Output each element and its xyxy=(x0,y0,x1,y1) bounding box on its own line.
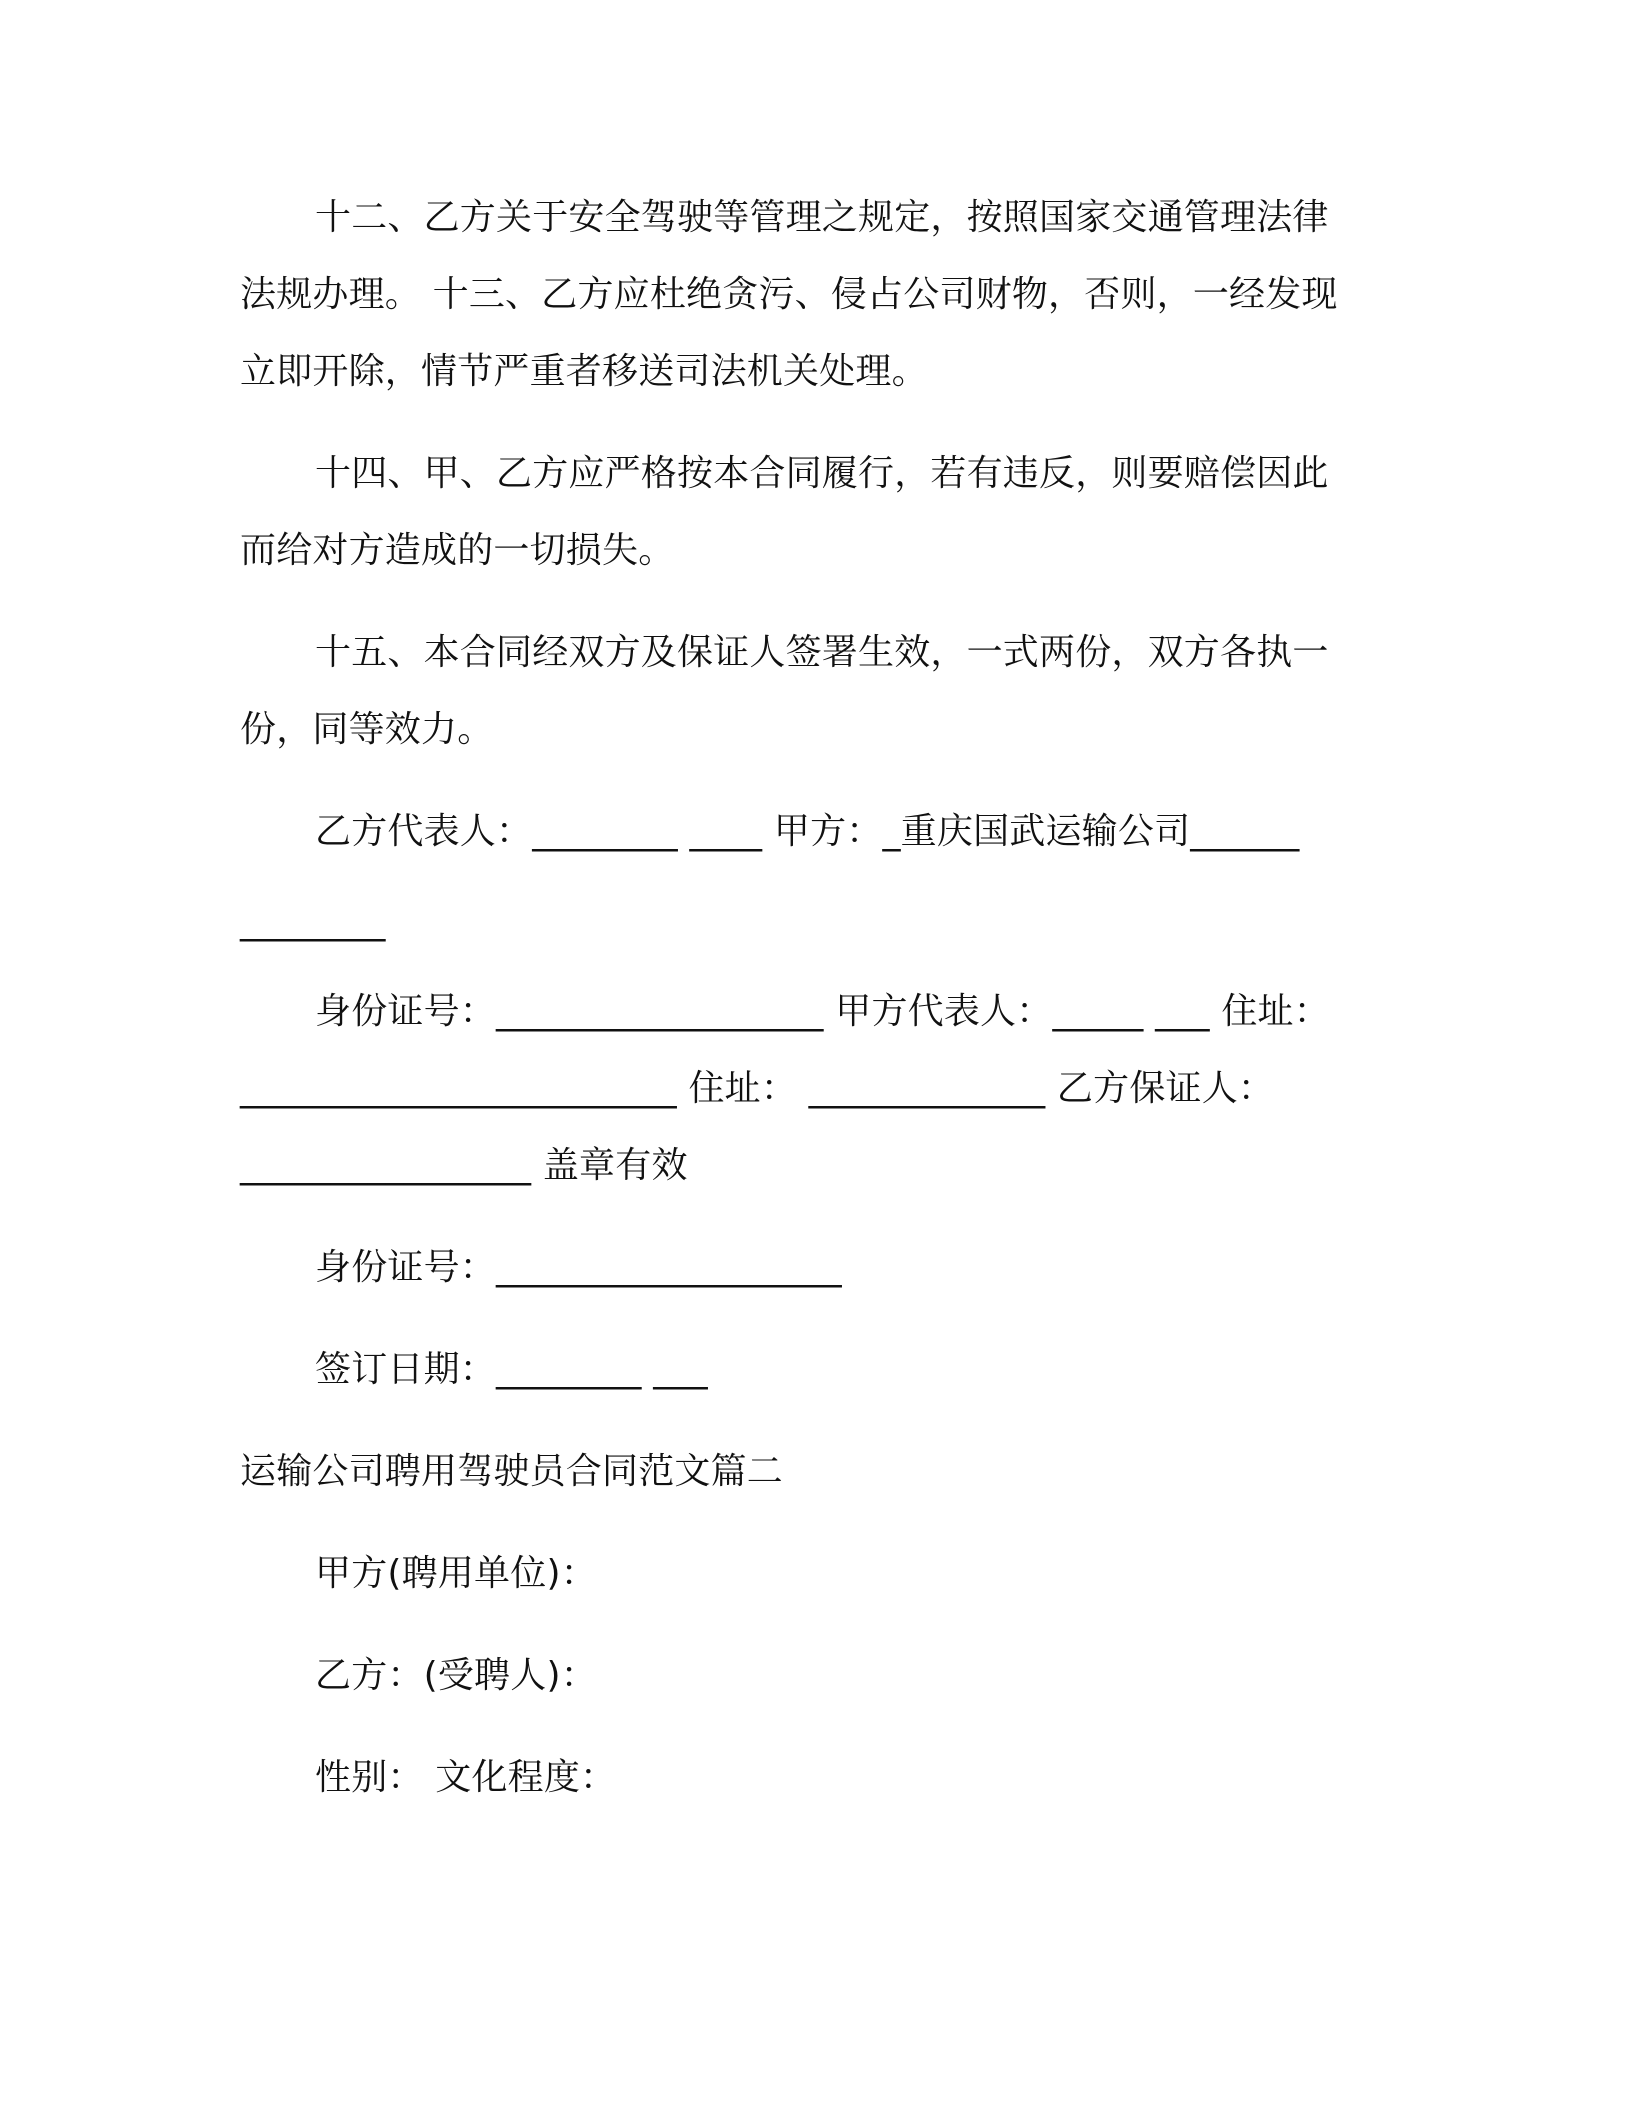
id-number-line: 身份证号：__________________ 甲方代表人：_____ ___ 住址： xyxy=(315,991,1330,1032)
party-b-representative-line: 乙方代表人：________ ____ 甲方：_重庆国武运输公司______ xyxy=(315,811,1300,852)
guarantor-id-number-line: 身份证号：___________________ xyxy=(315,1247,842,1288)
seal-valid-line: ________________ 盖章有效 xyxy=(240,1145,688,1186)
party-b-employee-line: 乙方：(受聘人)： xyxy=(315,1655,597,1696)
section-title: 运输公司聘用驾驶员合同范文篇二 xyxy=(240,1451,784,1492)
clause-12-13-line-2: 法规办理。 十三、乙方应杜绝贪污、侵占公司财物，否则，一经发现 xyxy=(240,274,1338,315)
blank-continuation-line: ________ xyxy=(240,901,386,942)
clause-12-line-1: 十二、乙方关于安全驾驶等管理之规定，按照国家交通管理法律 xyxy=(315,197,1329,238)
clause-15-line-2: 份，同等效力。 xyxy=(240,709,494,750)
clause-13-line-3: 立即开除，情节严重者移送司法机关处理。 xyxy=(240,351,928,392)
clause-15-line-1: 十五、本合同经双方及保证人签署生效，一式两份，双方各执一 xyxy=(315,632,1329,673)
gender-education-line: 性别： 文化程度： xyxy=(315,1757,617,1798)
clause-14-line-2: 而给对方造成的一切损失。 xyxy=(240,530,675,571)
sign-date-line: 签订日期：________ ___ xyxy=(315,1349,708,1390)
party-a-employer-line: 甲方(聘用单位)： xyxy=(315,1553,597,1594)
clause-14-line-1: 十四、甲、乙方应严格按本合同履行，若有违反，则要赔偿因此 xyxy=(315,453,1329,494)
address-guarantor-line: ________________________ 住址： _____________ 乙方保证人： xyxy=(240,1068,1275,1109)
